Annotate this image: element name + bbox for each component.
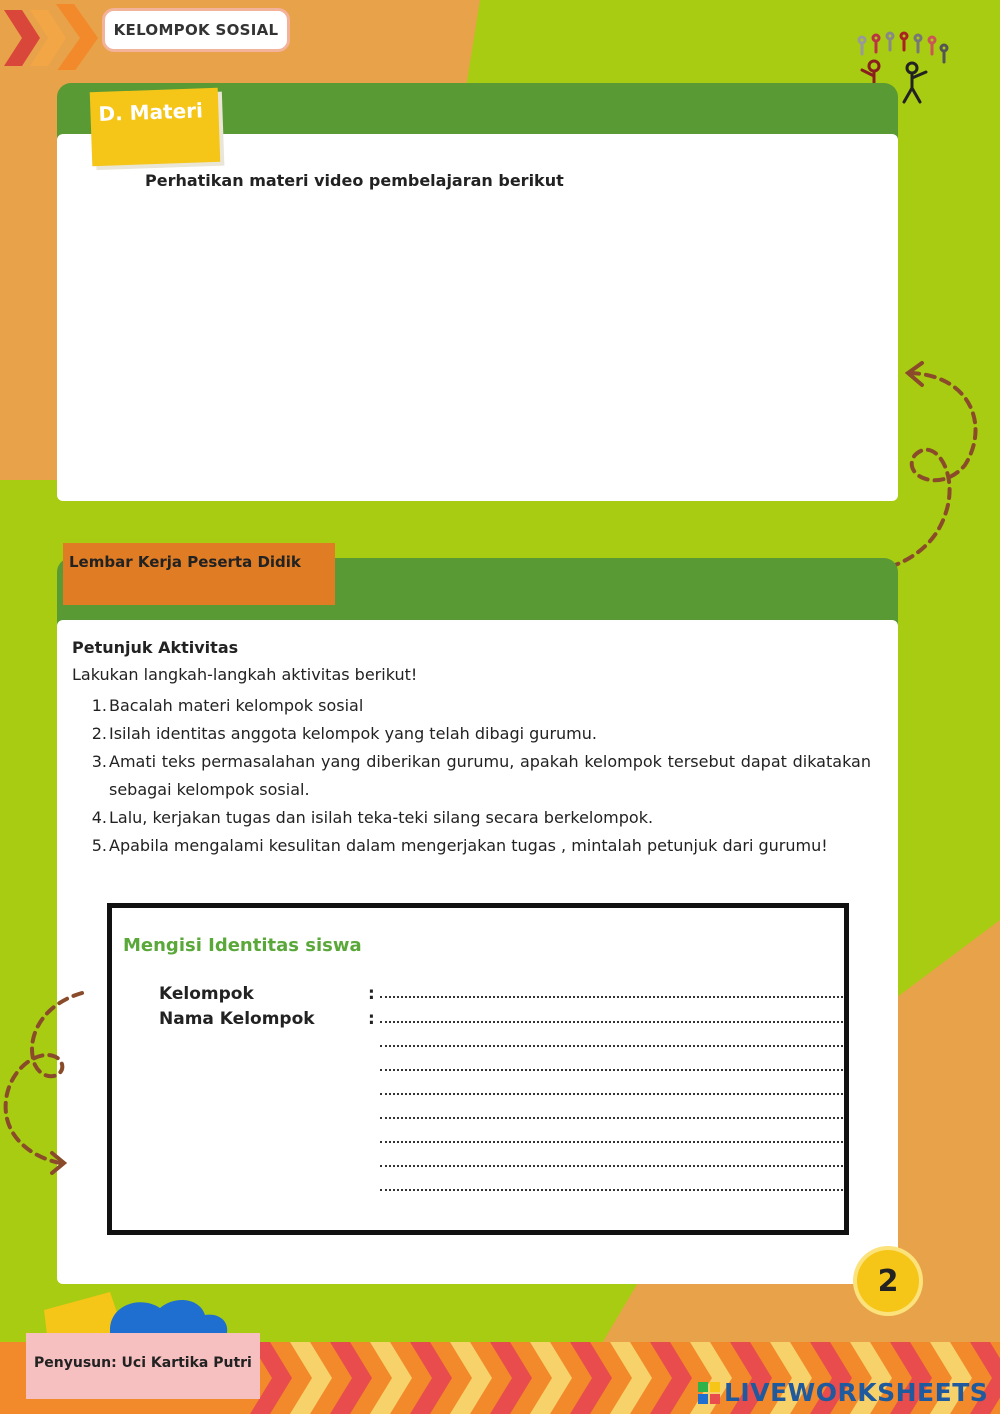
topic-tag: KELOMPOK SOSIAL	[102, 8, 290, 52]
nama-kelompok-colon: :	[368, 1009, 375, 1029]
page-number-badge: 2	[857, 1250, 919, 1312]
liveworksheets-logo-icon	[698, 1382, 720, 1404]
materi-section-label: D. Materi	[90, 88, 221, 166]
list-item: 5. Apabila mengalami kesulitan dalam mengerjakan tugas , mintalah petunjuk dari gurumu!	[91, 836, 828, 855]
member-input-line[interactable]	[380, 1045, 843, 1047]
member-input-line[interactable]	[380, 1117, 843, 1119]
member-input-line[interactable]	[380, 1189, 843, 1191]
list-item: 2. Isilah identitas anggota kelompok yang telah dibagi gurumu.	[91, 724, 597, 743]
kelompok-input-line[interactable]	[380, 996, 843, 998]
identity-title: Mengisi Identitas siswa	[123, 935, 362, 956]
nama-kelompok-input-line[interactable]	[380, 1021, 843, 1023]
dashed-arrow-left-icon	[0, 985, 90, 1175]
member-input-line[interactable]	[380, 1141, 843, 1143]
dashed-arrow-icon	[880, 355, 990, 575]
lkpd-section-label: Lembar Kerja Peserta Didik	[63, 543, 335, 605]
kelompok-label: Kelompok	[159, 984, 254, 1004]
author-credit: Penyusun: Uci Kartika Putri	[26, 1333, 260, 1399]
activity-steps-list	[86, 692, 871, 860]
member-input-line[interactable]	[380, 1165, 843, 1167]
member-input-line[interactable]	[380, 1093, 843, 1095]
petunjuk-title: Petunjuk Aktivitas	[72, 638, 239, 657]
member-input-line[interactable]	[380, 1069, 843, 1071]
list-item: 4. Lalu, kerjakan tugas dan isilah teka-teki silang secara berkelompok.	[91, 808, 654, 827]
kelompok-colon: :	[368, 984, 375, 1004]
materi-instruction: Perhatikan materi video pembelajaran berikut	[145, 171, 564, 190]
list-item: 1. Bacalah materi kelompok sosial	[91, 696, 364, 715]
nama-kelompok-label: Nama Kelompok	[159, 1009, 315, 1029]
petunjuk-intro: Lakukan langkah-langkah aktivitas berikut!	[72, 665, 418, 684]
liveworksheets-brand[interactable]: LIVEWORKSHEETS	[724, 1378, 989, 1407]
list-item: 3. Amati teks permasalahan yang diberikan gurumu, apakah kelompok tersebut dapat dikatakan sebagai kelompok sosial.	[91, 752, 871, 799]
chevron-decoration-icon	[0, 0, 110, 70]
